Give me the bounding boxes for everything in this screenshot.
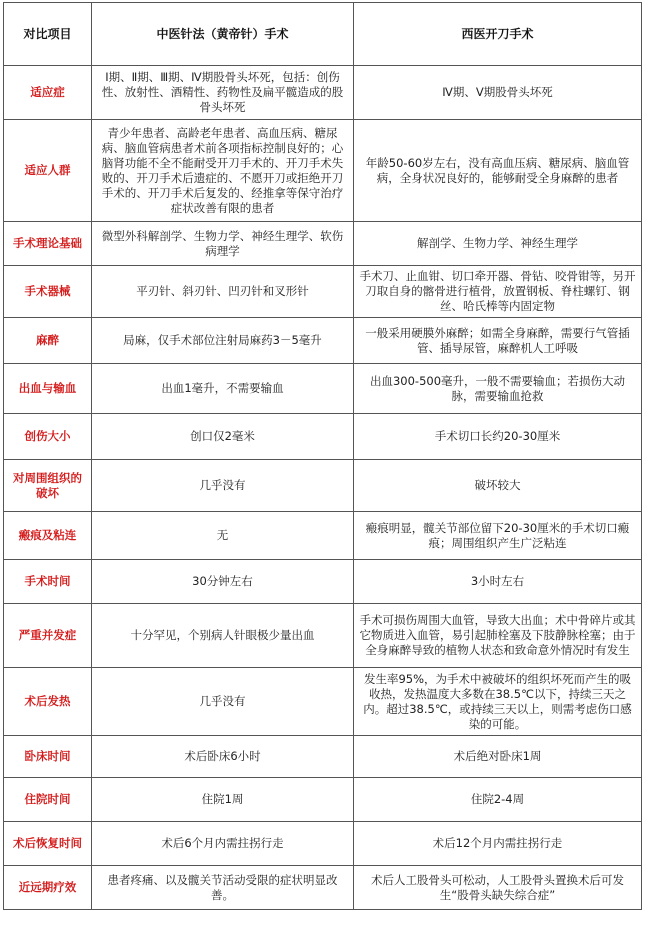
row-tcm: 几乎没有 bbox=[92, 460, 354, 512]
row-item: 卧床时间 bbox=[4, 736, 92, 778]
row-western: Ⅳ期、Ⅴ期股骨头坏死 bbox=[354, 66, 642, 120]
table-row bbox=[4, 414, 642, 460]
row-tcm: 术后6个月内需拄拐行走 bbox=[92, 822, 354, 866]
row-tcm: 青少年患者、高龄老年患者、高血压病、糖尿病、脑血管病患者术前各项指标控制良好的；心脑肾功能不全不能耐受开刀手术的、开刀手术失败的、开刀手术后遗症的、不愿开刀或拒绝开刀手术的、开刀手术后复发的、经推拿等保守治疗症状改善有限的患者 bbox=[92, 120, 354, 222]
row-item: 适应症 bbox=[4, 66, 92, 120]
row-western: 破坏较大 bbox=[354, 460, 642, 512]
header-tcm: 中医针法（黄帝针）手术 bbox=[92, 3, 354, 66]
row-western: 出血300-500毫升，一般不需要输血；若损伤大动脉，需要输血抢救 bbox=[354, 364, 642, 414]
row-western: 手术切口长约20-30厘米 bbox=[354, 414, 642, 460]
table-row bbox=[4, 266, 642, 318]
row-western: 瘢痕明显，髋关节部位留下20-30厘米的手术切口瘢痕；周围组织产生广泛粘连 bbox=[354, 512, 642, 560]
table-row bbox=[4, 866, 642, 910]
row-item: 创伤大小 bbox=[4, 414, 92, 460]
row-tcm: 微型外科解剖学、生物力学、神经生理学、软伤病理学 bbox=[92, 222, 354, 266]
row-tcm: 住院1周 bbox=[92, 778, 354, 822]
row-tcm: Ⅰ期、Ⅱ期、Ⅲ期、Ⅳ期股骨头坏死，包括：创伤性、放射性、酒精性、药物性及扁平髋造成的股骨头坏死 bbox=[92, 66, 354, 120]
row-item: 出血与输血 bbox=[4, 364, 92, 414]
row-item: 手术器械 bbox=[4, 266, 92, 318]
row-tcm: 无 bbox=[92, 512, 354, 560]
comparison-table bbox=[3, 2, 642, 910]
table-row bbox=[4, 120, 642, 222]
row-western: 发生率95%，为手术中被破坏的组织坏死而产生的吸收热，发热温度大多数在38.5℃以下，持续三天之内。超过38.5℃，或持续三天以上，则需考虑伤口感染的可能。 bbox=[354, 668, 642, 736]
row-western: 解剖学、生物力学、神经生理学 bbox=[354, 222, 642, 266]
row-item: 对周围组织的破坏 bbox=[4, 460, 92, 512]
row-tcm: 创口仅2毫米 bbox=[92, 414, 354, 460]
header-item: 对比项目 bbox=[4, 3, 92, 66]
table-row bbox=[4, 778, 642, 822]
row-western: 手术刀、止血钳、切口牵开器、骨钻、咬骨钳等，另开刀取自身的髂骨进行植骨，放置钢板、脊柱螺钉、钢丝、哈氏棒等内固定物 bbox=[354, 266, 642, 318]
table-row bbox=[4, 66, 642, 120]
row-item: 近远期疗效 bbox=[4, 866, 92, 910]
row-tcm: 十分罕见，个别病人针眼极少量出血 bbox=[92, 604, 354, 668]
table-row bbox=[4, 560, 642, 604]
row-western: 术后人工股骨头可松动，人工股骨头置换术后可发生“股骨头缺失综合症” bbox=[354, 866, 642, 910]
table-row bbox=[4, 668, 642, 736]
row-tcm: 几乎没有 bbox=[92, 668, 354, 736]
row-western: 一般采用硬膜外麻醉；如需全身麻醉，需要行气管插管、插导尿管，麻醉机人工呼吸 bbox=[354, 318, 642, 364]
table-row bbox=[4, 460, 642, 512]
header-row bbox=[4, 3, 642, 66]
table-row bbox=[4, 604, 642, 668]
row-western: 术后12个月内需拄拐行走 bbox=[354, 822, 642, 866]
table-row bbox=[4, 318, 642, 364]
row-tcm: 30分钟左右 bbox=[92, 560, 354, 604]
row-western: 住院2-4周 bbox=[354, 778, 642, 822]
row-tcm: 术后卧床6小时 bbox=[92, 736, 354, 778]
row-western: 手术可损伤周围大血管，导致大出血；术中骨碎片或其它物质进入血管，易引起肺栓塞及下肢静脉栓塞；由于全身麻醉导致的植物人状态和致命意外情况时有发生 bbox=[354, 604, 642, 668]
row-tcm: 局麻，仅手术部位注射局麻药3－5毫升 bbox=[92, 318, 354, 364]
row-item: 适应人群 bbox=[4, 120, 92, 222]
row-item: 手术理论基础 bbox=[4, 222, 92, 266]
row-item: 术后恢复时间 bbox=[4, 822, 92, 866]
table-row bbox=[4, 736, 642, 778]
table-row bbox=[4, 822, 642, 866]
table-row bbox=[4, 512, 642, 560]
row-western: 年龄50-60岁左右，没有高血压病、糖尿病、脑血管病，全身状况良好的，能够耐受全身麻醉的患者 bbox=[354, 120, 642, 222]
row-item: 严重并发症 bbox=[4, 604, 92, 668]
row-tcm: 平刃针、斜刃针、凹刃针和叉形针 bbox=[92, 266, 354, 318]
row-western: 3小时左右 bbox=[354, 560, 642, 604]
row-item: 手术时间 bbox=[4, 560, 92, 604]
row-western: 术后绝对卧床1周 bbox=[354, 736, 642, 778]
row-item: 术后发热 bbox=[4, 668, 92, 736]
row-tcm: 患者疼痛、以及髋关节活动受限的症状明显改善。 bbox=[92, 866, 354, 910]
table-row bbox=[4, 222, 642, 266]
header-western: 西医开刀手术 bbox=[354, 3, 642, 66]
row-item: 住院时间 bbox=[4, 778, 92, 822]
row-item: 麻醉 bbox=[4, 318, 92, 364]
table-row bbox=[4, 364, 642, 414]
row-item: 瘢痕及粘连 bbox=[4, 512, 92, 560]
row-tcm: 出血1毫升，不需要输血 bbox=[92, 364, 354, 414]
